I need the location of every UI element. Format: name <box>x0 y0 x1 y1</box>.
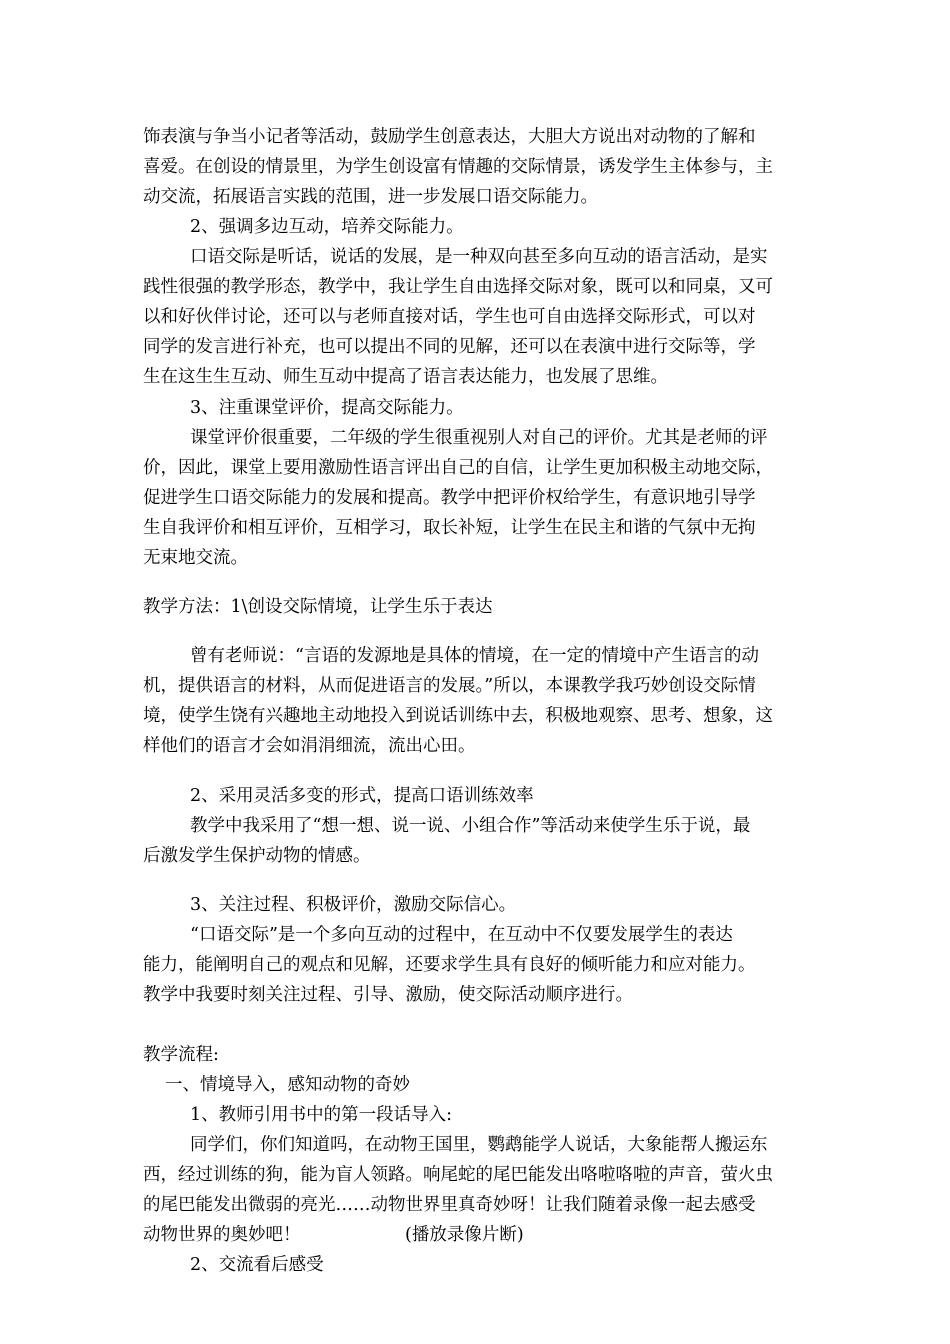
paragraph-line: 曾有老师说：“言语的发源地是具体的情境，在一定的情境中产生语言的动 <box>190 646 759 666</box>
paragraph-line: 价，因此，课堂上要用激励性语言评出自己的自信，让学生更加积极主动地交际， <box>143 458 773 478</box>
paragraph-line: 动交流，拓展语言实践的范围，进一步发展口语交际能力。 <box>143 187 598 207</box>
paragraph-line: 后激发学生保护动物的情感。 <box>143 846 371 866</box>
paragraph-line: 西，经过训练的狗，能为盲人领路。响尾蛇的尾巴能发出咯啦咯啦的声音，萤火虫 <box>143 1165 773 1185</box>
subheading: 3、关注过程、积极评价，激励交际信心。 <box>190 895 517 915</box>
paragraph-line: 的尾巴能发出微弱的亮光……动物世界里真奇妙呀！让我们随着录像一起去感受 <box>143 1195 756 1215</box>
stage-direction: (播放录像片断) <box>405 1225 524 1245</box>
paragraph-line: 教学中我要时刻关注过程、引导、激励，使交际活动顺序进行。 <box>143 985 633 1005</box>
section-heading: 一、情境导入，感知动物的奇妙 <box>165 1075 410 1095</box>
subheading: 2、采用灵活多变的形式，提高口语训练效率 <box>190 786 534 806</box>
paragraph-line: 口语交际是听话，说话的发展，是一种双向甚至多向互动的语言活动，是实 <box>190 247 768 267</box>
paragraph-line: 教学中我采用了“想一想、说一说、小组合作”等活动来使学生乐于说，最 <box>190 816 751 836</box>
step-heading: 1、教师引用书中的第一段话导入: <box>190 1105 453 1125</box>
paragraph-line: 动物世界的奥妙吧！ <box>143 1225 301 1245</box>
paragraph-line: 喜爱。在创设的情景里，为学生创设富有情趣的交际情景，诱发学生主体参与，主 <box>143 157 773 177</box>
paragraph-line: 课堂评价很重要，二年级的学生很重视别人对自己的评价。尤其是老师的评 <box>190 428 768 448</box>
paragraph-line: 以和好伙伴讨论，还可以与老师直接对话，学生也可自由选择交际形式，可以对 <box>143 307 756 327</box>
paragraph-line: 能力，能阐明自己的观点和见解，还要求学生具有良好的倾听能力和应对能力。 <box>143 955 756 975</box>
paragraph-line: 同学们，你们知道吗，在动物王国里，鹦鹉能学人说话，大象能帮人搬运东 <box>190 1135 768 1155</box>
paragraph-line: 促进学生口语交际能力的发展和提高。教学中把评价权给学生，有意识地引导学 <box>143 488 756 508</box>
paragraph-line: 生在这生生互动、师生互动中提高了语言表达能力，也发展了思维。 <box>143 367 668 387</box>
paragraph-line: 无束地交流。 <box>143 548 248 568</box>
paragraph-line: 践性很强的教学形态，教学中，我让学生自由选择交际对象，既可以和同桌，又可 <box>143 277 773 297</box>
paragraph-line: 样他们的语言才会如涓涓细流，流出心田。 <box>143 736 476 756</box>
step-heading: 2、交流看后感受 <box>190 1255 324 1275</box>
subheading: 3、注重课堂评价，提高交际能力。 <box>190 398 464 418</box>
subheading: 2、强调多边互动，培养交际能力。 <box>190 217 464 237</box>
paragraph-line: 生自我评价和相互评价，互相学习，取长补短，让学生在民主和谐的气氛中无拘 <box>143 518 756 538</box>
paragraph-line: 同学的发言进行补充，也可以提出不同的见解，还可以在表演中进行交际等，学 <box>143 337 756 357</box>
paragraph-line: 境，使学生饶有兴趣地主动地投入到说话训练中去，积极地观察、思考、想象，这 <box>143 706 773 726</box>
paragraph-line: 饰表演与争当小记者等活动，鼓励学生创意表达，大胆大方说出对动物的了解和 <box>143 127 756 147</box>
flow-heading: 教学流程: <box>143 1045 219 1065</box>
paragraph-line: 机，提供语言的材料，从而促进语言的发展。”所以，本课教学我巧妙创设交际情 <box>143 676 756 696</box>
method-heading: 教学方法：1\创设交际情境，让学生乐于表达 <box>143 597 493 617</box>
paragraph-line: “口语交际”是一个多向互动的过程中，在互动中不仅要发展学生的表达 <box>190 925 733 945</box>
